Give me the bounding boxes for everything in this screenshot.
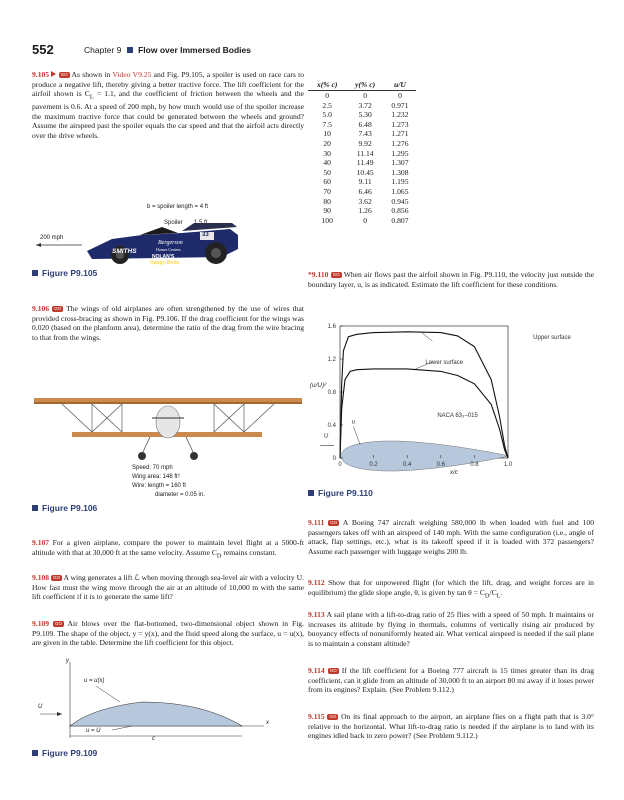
figure-p9-110-chart <box>308 318 608 490</box>
y-tick-label: 0.8 <box>327 390 336 396</box>
table-cell: 1.273 <box>391 119 409 129</box>
problem-9-106 <box>32 304 304 342</box>
go-tutorial-icon: GO <box>54 621 62 626</box>
problem-9-108 <box>32 573 304 602</box>
freestream-U-label: U <box>323 433 329 440</box>
running-header <box>84 45 251 55</box>
right-wheel <box>190 452 198 460</box>
video-link[interactable]: Video V9.25 <box>112 70 152 79</box>
y-axis-title: (u/U)² <box>309 382 327 390</box>
figure-caption-p9-110: Figure P9.110 <box>308 488 373 498</box>
table-cell: 50 <box>323 167 331 177</box>
table-header-cell: u/U <box>384 79 416 91</box>
header-square-icon <box>127 47 133 53</box>
go-tutorial-icon: GO <box>60 72 68 77</box>
spoiler-label: Spoiler <box>164 220 183 226</box>
figure-p9-105 <box>32 205 304 265</box>
table-row <box>308 139 416 149</box>
table-row <box>308 158 416 168</box>
y-tick-label: 1.6 <box>327 324 336 330</box>
y-axis-label: y <box>66 658 69 664</box>
table-row <box>308 216 416 226</box>
biplane-data <box>132 464 205 500</box>
go-tutorial-icon: GO <box>332 272 340 277</box>
problem-9-111 <box>308 518 594 556</box>
problem-number: 9.111 <box>308 518 325 527</box>
table-row <box>308 168 416 178</box>
biplane-drawing <box>32 392 304 464</box>
table-cell: 6.46 <box>358 186 372 196</box>
table-cell: 0.971 <box>391 100 409 110</box>
problem-number: 9.107 <box>32 538 50 547</box>
x-tick-label: 0.8 <box>470 462 479 468</box>
figure-caption-p9-109: Figure P9.109 <box>32 748 97 758</box>
car-decal: NOLAN'S <box>152 254 175 260</box>
problem-text: Air blows over the flat-bottomed, two-dimensional object shown in Fig. P9.109. The shape of the object, y = y(x), and the fluid speed along the surface, u = u(x), are given in the table. Determine the lift coefficient for this object. <box>32 619 304 648</box>
table-row <box>308 120 416 130</box>
problem-text: A sail plane with a lift-to-drag ratio of 25 flies with a speed of 50 mph. It maintains or increases its altitude by flying in thermals, columns of vertically rising air produced by buoyancy effects of nonuniformly heated air. What vertical airspeed is needed if the sail plane is to maintain a constant altitude? <box>308 610 594 648</box>
table-cell: 0 <box>363 91 368 100</box>
table-cell: 10 <box>323 129 331 139</box>
arrow-head <box>36 243 41 247</box>
go-tutorial-icon: GO <box>329 668 337 673</box>
object-shape <box>70 702 242 726</box>
table-header-cell: x(% c) <box>308 79 346 91</box>
y-tick-label: 0.4 <box>327 423 336 429</box>
problem-9-115 <box>308 712 594 741</box>
upper-surface-label: Upper surface <box>533 335 571 342</box>
airfoil-table <box>308 79 416 225</box>
chord-label: c <box>152 736 155 742</box>
car-decal: Happy Birds <box>150 260 180 266</box>
wire-length-label: Wire: length = 160 ft <box>132 483 186 489</box>
problem-number: 9.113 <box>308 610 325 619</box>
problem-text: and Fig. P9.105, a spoiler is used on race cars to produce a negative lift, thereby giving a better tractive force. The lift coefficient for the airfoil shown is C <box>32 70 304 99</box>
airfoil-label: NACA 63₃–015 <box>437 412 478 419</box>
wing-area-label: Wing area: 148 ft² <box>132 474 180 480</box>
table-row <box>308 187 416 197</box>
y-tick-label: 0 <box>332 456 336 462</box>
x-tick-label: 1.0 <box>503 462 513 468</box>
problem-text: A Boeing 747 aircraft weighing 580,000 lb when loaded with fuel and 100 passengers takes off with an airspeed of 140 mph. With the same configuration (i.e., angle of attack, flap settings, etc.), what is its takeoff speed if it is loaded with 372 passengers? Assume each passenger with luggage weighs 200 lb. <box>308 518 594 556</box>
table-cell: 0.856 <box>391 206 409 216</box>
table-cell: 40 <box>323 158 331 168</box>
x-tick-label: 0 <box>338 462 342 468</box>
table-cell: 100 <box>321 215 333 225</box>
table-cell: 1.308 <box>391 167 409 177</box>
table-cell: 80 <box>323 196 331 206</box>
table-cell: 1.276 <box>391 138 409 148</box>
bottom-velocity-label: u = U <box>86 728 101 734</box>
problem-text: /C <box>489 587 497 597</box>
table-row <box>308 177 416 187</box>
y-tick-label: 1.2 <box>327 357 336 363</box>
x-axis-title: x/c <box>449 469 459 476</box>
plot-frame <box>340 326 508 458</box>
table-row <box>308 101 416 111</box>
figure-caption-p9-105: Figure P9.105 <box>32 268 97 278</box>
table-cell: 5.30 <box>358 110 372 120</box>
table-cell: 1.26 <box>358 206 372 216</box>
fuselage <box>156 406 180 438</box>
table-cell: 0 <box>398 91 402 100</box>
table-body <box>308 91 416 226</box>
subscript: L <box>89 93 94 101</box>
car-number: 33 <box>202 232 209 238</box>
table-cell: 9.92 <box>358 138 372 148</box>
table-row <box>308 206 416 216</box>
table-cell: 1.295 <box>391 148 409 158</box>
problem-9-110 <box>308 270 594 289</box>
table-cell: 30 <box>323 148 331 158</box>
speed-label: Speed: 70 mph <box>132 465 173 471</box>
table-cell: 2.5 <box>322 100 332 110</box>
x-axis-label: x <box>266 720 269 726</box>
problem-text: Show that for unpowered flight (for which the lift, drag, and weight forces are in equilibrium) the glide slope angle, θ, is given by tan θ = C <box>308 578 594 597</box>
table-cell: 9.11 <box>358 177 372 187</box>
table-cell: 3.62 <box>358 196 372 206</box>
table-row <box>308 149 416 159</box>
table-cell: 0 <box>325 91 330 100</box>
table-cell: 0 <box>363 215 368 225</box>
table-cell: 10.45 <box>356 167 374 177</box>
problem-text: On its final approach to the airport, an airplane flies on a flight path that is 3.0° relative to the horizontal. What lift-to-drag ratio is needed if the airplane is to land with its engines idled back to zero power? (See Problem 9.112.) <box>308 712 594 741</box>
table-cell: 70 <box>323 186 331 196</box>
problem-number: *9.110 <box>308 270 329 279</box>
table-cell: 20 <box>323 138 331 148</box>
u-leader <box>353 427 360 445</box>
go-tutorial-icon: GO <box>53 575 61 580</box>
u-label: u <box>351 419 356 426</box>
freestream-label: U <box>38 704 43 710</box>
figure-p9-109 <box>32 658 304 742</box>
upper-leader <box>421 332 433 341</box>
car-decal: Bergerson <box>158 240 183 246</box>
problem-number: 9.105 <box>32 70 50 79</box>
wire-diameter-label: diameter = 0.05 in. <box>155 492 205 498</box>
problem-text: . <box>500 587 503 597</box>
problem-number: 9.112 <box>308 578 325 587</box>
table-row <box>308 110 416 120</box>
left-wheel <box>138 452 146 460</box>
u-label: u = u(x) <box>84 678 105 684</box>
subscript: D <box>216 552 222 560</box>
table-header-cell: y(% c) <box>346 79 384 91</box>
spoiler-length-label: b = spoiler length = 4 ft <box>147 204 209 210</box>
table-cell: 1.065 <box>391 186 409 196</box>
airfoil-shape <box>340 441 508 471</box>
data-table <box>308 79 416 225</box>
table-cell: 7.5 <box>322 119 332 129</box>
problem-9-105 <box>32 70 304 141</box>
problem-number: 9.109 <box>32 619 50 628</box>
problem-number: 9.106 <box>32 304 50 313</box>
page-number: 552 <box>32 42 54 57</box>
table-cell: 6.48 <box>358 119 372 129</box>
x-tick-label: 0.4 <box>403 462 412 468</box>
table-cell: 11.49 <box>356 158 374 168</box>
table-row <box>308 91 416 101</box>
car-speed-label: 200 mph <box>40 235 64 241</box>
table-row <box>308 197 416 207</box>
subscript: L <box>496 592 501 600</box>
chapter-label: Chapter 9 <box>84 45 122 55</box>
table-cell: 1.232 <box>391 110 409 120</box>
table-cell: 11.14 <box>356 148 374 158</box>
problem-text: If the lift coefficient for a Boeing 777 aircraft is 15 times greater than its drag coefficient, can it glide from an altitude of 30,000 ft to an airport 80 mi away if it loses power from its engines? Explain. (See Problem 9.112.) <box>308 666 594 695</box>
subscript: D <box>484 592 490 600</box>
problem-text: remains constant. <box>221 547 277 557</box>
go-tutorial-icon: GO <box>54 306 62 311</box>
go-tutorial-icon: GO <box>329 714 337 719</box>
table-cell: 0.807 <box>391 215 409 225</box>
problem-text: When air flows past the airfoil shown in Fig. P9.110, the velocity just outside the boundary layer, u, is as indicated. Estimate the lift coefficient for these conditions. <box>308 270 594 289</box>
x-tick-label: 0.2 <box>369 462 378 468</box>
table-cell: 1.195 <box>391 177 409 187</box>
x-tick-label: 0.6 <box>436 462 445 468</box>
problem-9-114 <box>308 666 594 695</box>
video-play-icon[interactable] <box>51 71 56 77</box>
problem-9-112 <box>308 578 594 601</box>
problem-text: A wing generates a lift ℒ when moving through sea-level air with a velocity U. How fast must the wing move through the air at an altitude of 10,000 m with the same lift coefficient if it is to generate the same lift? <box>32 573 304 602</box>
table-cell: 60 <box>323 177 331 187</box>
table-header-row <box>308 79 416 91</box>
car-decal: SMITHS <box>112 248 137 255</box>
table-cell: 5.0 <box>322 110 332 120</box>
table-cell: 7.43 <box>358 129 372 139</box>
problem-9-109 <box>32 619 304 648</box>
chapter-title: Flow over Immersed Bodies <box>138 45 251 55</box>
table-cell: 1.307 <box>391 158 409 168</box>
problem-number: 9.114 <box>308 666 325 675</box>
go-tutorial-icon: GO <box>330 520 338 525</box>
problem-number: 9.108 <box>32 573 50 582</box>
problem-text: As shown in <box>71 70 113 79</box>
problem-9-107 <box>32 538 304 561</box>
table-cell: 0.945 <box>391 196 409 206</box>
table-cell: 1.271 <box>391 129 409 139</box>
problem-text: = 1.1, and the coefficient of friction between the wheels and the pavement is 0.6. At a speed of 200 mph, by how much would use of the spoiler increase the maximum tractive force that could be generated between the wheels and ground? Assume the airspeed past the spoiler equals the car speed and that the airfoil acts directly over the drive wheels. <box>32 89 304 141</box>
problem-9-113 <box>308 610 594 648</box>
table-cell: 90 <box>323 206 331 216</box>
problem-number: 9.115 <box>308 712 325 721</box>
table-cell: 3.72 <box>358 100 372 110</box>
lower-surface-label: Lower surface <box>425 359 464 366</box>
figure-caption-p9-106: Figure P9.106 <box>32 503 97 513</box>
table-row <box>308 129 416 139</box>
car-decal: Homes Centers <box>156 247 181 252</box>
problem-text: For a given airplane, compare the power to maintain level flight at a 5000-ft altitude with that at 30,000 ft at the same velocity. Assume C <box>32 538 304 557</box>
problem-text: The wings of old airplanes are often strengthened by the use of wires that provided cross-bracing as shown in Fig. P9.106. If the drag coefficient for the wings was 0.020 (based on the planform area), determine the ratio of the drag from the wire bracing to that from the wings. <box>32 304 304 342</box>
